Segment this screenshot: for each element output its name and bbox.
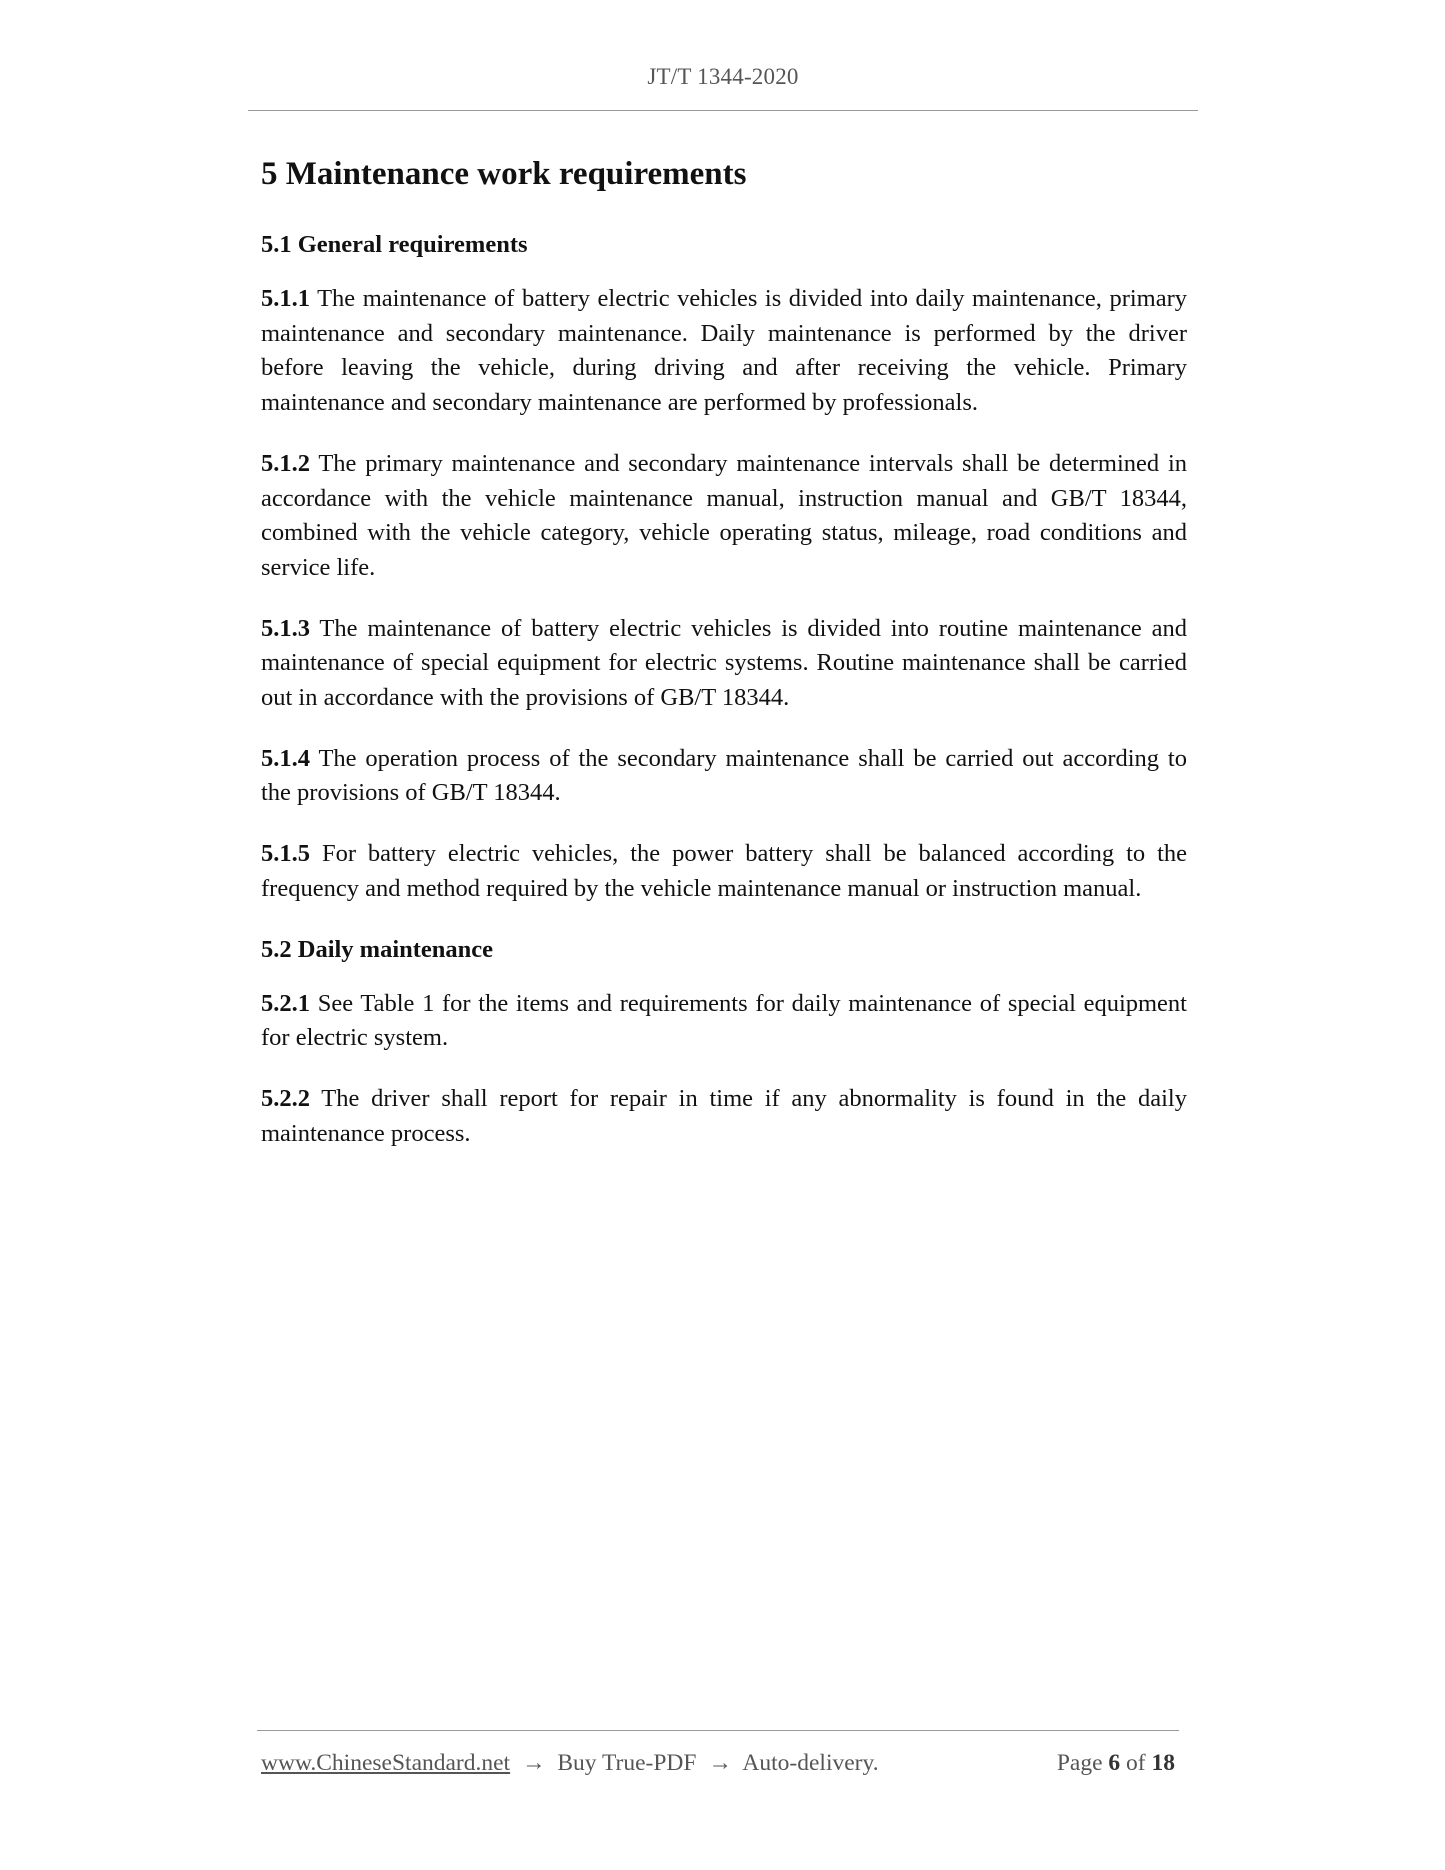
- clause-5-2-1: [261, 987, 1187, 1056]
- page-of: of: [1126, 1750, 1146, 1776]
- clause-text: The operation process of the secondary maintenance shall be carried out according to the provisions of GB/T 18344.: [261, 744, 1187, 807]
- arrow-right-icon: →: [521, 1750, 546, 1776]
- clause-5-1-2: [261, 447, 1187, 586]
- site-link[interactable]: www.ChineseStandard.net: [261, 1750, 511, 1776]
- subsection-title-general: 5.1 General requirements: [261, 231, 528, 258]
- clause-text: The primary maintenance and secondary maintenance intervals shall be determined in accordance with the vehicle maintenance manual, instruction manual and GB/T 18344, combined with the vehicle category, vehicle operating status, mileage, road conditions and service life.: [261, 449, 1187, 581]
- clause-number: 5.2.2: [261, 1084, 310, 1112]
- clause-number: 5.1.5: [261, 840, 310, 868]
- clause-5-1-5: [261, 837, 1187, 906]
- page-label: Page: [1056, 1750, 1103, 1776]
- auto-delivery-text: Auto-delivery.: [742, 1750, 879, 1776]
- header-divider: [248, 110, 1198, 111]
- page-number: [1057, 1750, 1175, 1777]
- clause-text: For battery electric vehicles, the power battery shall be balanced according to the frequency and method required by the vehicle maintenance manual or instruction manual.: [261, 840, 1187, 902]
- page-current: 6: [1108, 1750, 1121, 1776]
- clause-5-1-3: [261, 612, 1187, 716]
- clause-text: See Table 1 for the items and requirements for daily maintenance of special equipment for electric system.: [261, 989, 1187, 1052]
- clause-text: The maintenance of battery electric vehicles is divided into routine maintenance and maintenance of special equipment for electric systems. Routine maintenance shall be carried out in accordance with the provisions of GB/T 18344.: [261, 614, 1187, 712]
- subsection-title-daily: 5.2 Daily maintenance: [261, 935, 494, 963]
- page-content: [261, 152, 1187, 1177]
- clause-number: 5.1.1: [261, 285, 310, 312]
- clause-5-2-2: [261, 1082, 1187, 1151]
- clause-number: 5.1.3: [261, 614, 310, 642]
- clause-number: 5.1.4: [261, 744, 310, 772]
- clause-5-1-4: [261, 742, 1187, 811]
- arrow-right-icon: →: [708, 1750, 732, 1776]
- footer-divider: [257, 1730, 1179, 1731]
- page-total: 18: [1151, 1750, 1175, 1776]
- buy-true-pdf-text: Buy True-PDF: [557, 1750, 697, 1776]
- running-header: JT/T 1344-2020: [647, 64, 799, 89]
- footer-links: [261, 1750, 879, 1777]
- clause-text: The driver shall report for repair in time if any abnormality is found in the daily maintenance process.: [261, 1084, 1187, 1147]
- clause-number: 5.1.2: [261, 449, 310, 477]
- clause-text: The maintenance of battery electric vehicles is divided into daily maintenance, primary maintenance and secondary maintenance. Daily maintenance is performed by the driver before leaving the vehicle, during driving and after receiving the vehicle. Primary maintenance and secondary maintenance are performed by professionals.: [261, 285, 1187, 417]
- clause-5-1-1: [261, 282, 1187, 421]
- section-title: 5 Maintenance work requirements: [261, 156, 747, 192]
- clause-number: 5.2.1: [261, 989, 310, 1017]
